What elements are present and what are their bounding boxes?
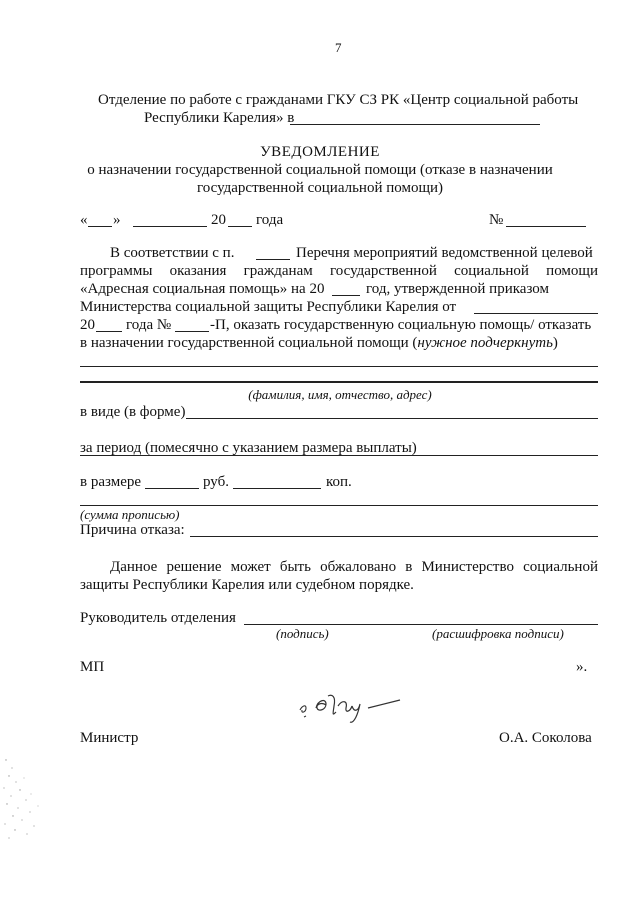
body-line-6c: ) [552,335,558,351]
body-line-1b: Перечня мероприятий ведомственной целевой [296,245,593,261]
date-open-quote: « [80,212,88,228]
body-line-5b: года № [126,317,172,333]
body-line-5c: -П, оказать государственную социальную помощь/ отказать [210,317,592,333]
header-line-1: Отделение по работе с гражданами ГКУ СЗ РК «Центр социальной работы [98,92,579,108]
number-blank [506,226,586,227]
notice-subtitle-2: государственной социальной помощи) [196,180,444,196]
notice-title: УВЕДОМЛЕНИЕ [260,144,380,160]
date-day-blank [88,226,112,227]
date-year-blank [228,226,252,227]
appeal-line-2: защиты Республики Карелия или судебном порядке. [80,577,414,593]
period-line [80,455,598,456]
amount-prefix: в размере [80,474,142,490]
fio-caption: (фамилия, имя, отчество, адрес) [248,387,432,402]
notice-subtitle-1: о назначении государственной социальной помощи (отказе в назначении [87,162,553,178]
body-line-1a: В соответствии с п. [110,245,235,261]
head-signature-line [244,624,598,625]
body-order-year-blank [96,331,122,332]
body-order-date-blank [474,313,598,314]
body-line-6a: в назначении государственной социальной помощи ( [80,335,418,351]
minister-label: Министр [80,730,139,746]
body-item-blank [256,259,290,260]
date-close-quote: » [113,212,121,228]
date-year-prefix: 20 [211,212,226,228]
form-line [186,418,598,419]
page-number: 7 [335,40,342,55]
date-month-blank [133,226,207,227]
fio-line-2 [80,381,598,383]
scan-noise-icon [0,740,50,850]
body-line-4: Министерства социальной защиты Республики Карелия от [80,299,457,315]
body-line-3b: год, утвержденной приказом [366,281,549,297]
body-line-2: программы оказания гражданам государственной социальной помощи [80,263,598,279]
period-label: за период (помесячно с указанием размера выплаты) [80,440,417,456]
sum-caption: (сумма прописью) [80,507,180,522]
refusal-label: Причина отказа: [80,522,185,538]
date-year-suffix: года [256,212,284,228]
body-line-5a: 20 [80,317,95,333]
minister-signature-icon [292,686,412,728]
sum-line [80,505,598,506]
body-line-6-hint: нужное подчеркнуть [417,335,553,351]
number-label: № [489,212,504,228]
amount-rub: руб. [203,474,229,490]
stamp-label: МП [80,659,105,675]
form-label: в виде (в форме) [80,404,186,420]
caption-decode: (расшифровка подписи) [432,626,564,641]
body-line-6 [80,334,558,352]
appeal-line-1: Данное решение может быть обжаловано в Министерство социальной [110,559,598,575]
fio-line-1 [80,366,598,367]
caption-signature: (подпись) [276,626,329,641]
amount-kop: коп. [326,474,352,490]
refusal-line [190,536,598,537]
amount-rub-blank [145,488,199,489]
minister-name: О.А. Соколова [499,730,592,746]
header-line-2: Республики Карелия» в [144,110,295,126]
body-year-blank [332,295,360,296]
header-blank-line [290,124,540,125]
body-order-number-blank [175,331,209,332]
head-label: Руководитель отделения [80,610,236,626]
body-line-3a: «Адресная социальная помощь» на 20 [80,281,325,297]
amount-kop-blank [233,488,321,489]
stamp-end: ». [576,659,588,675]
